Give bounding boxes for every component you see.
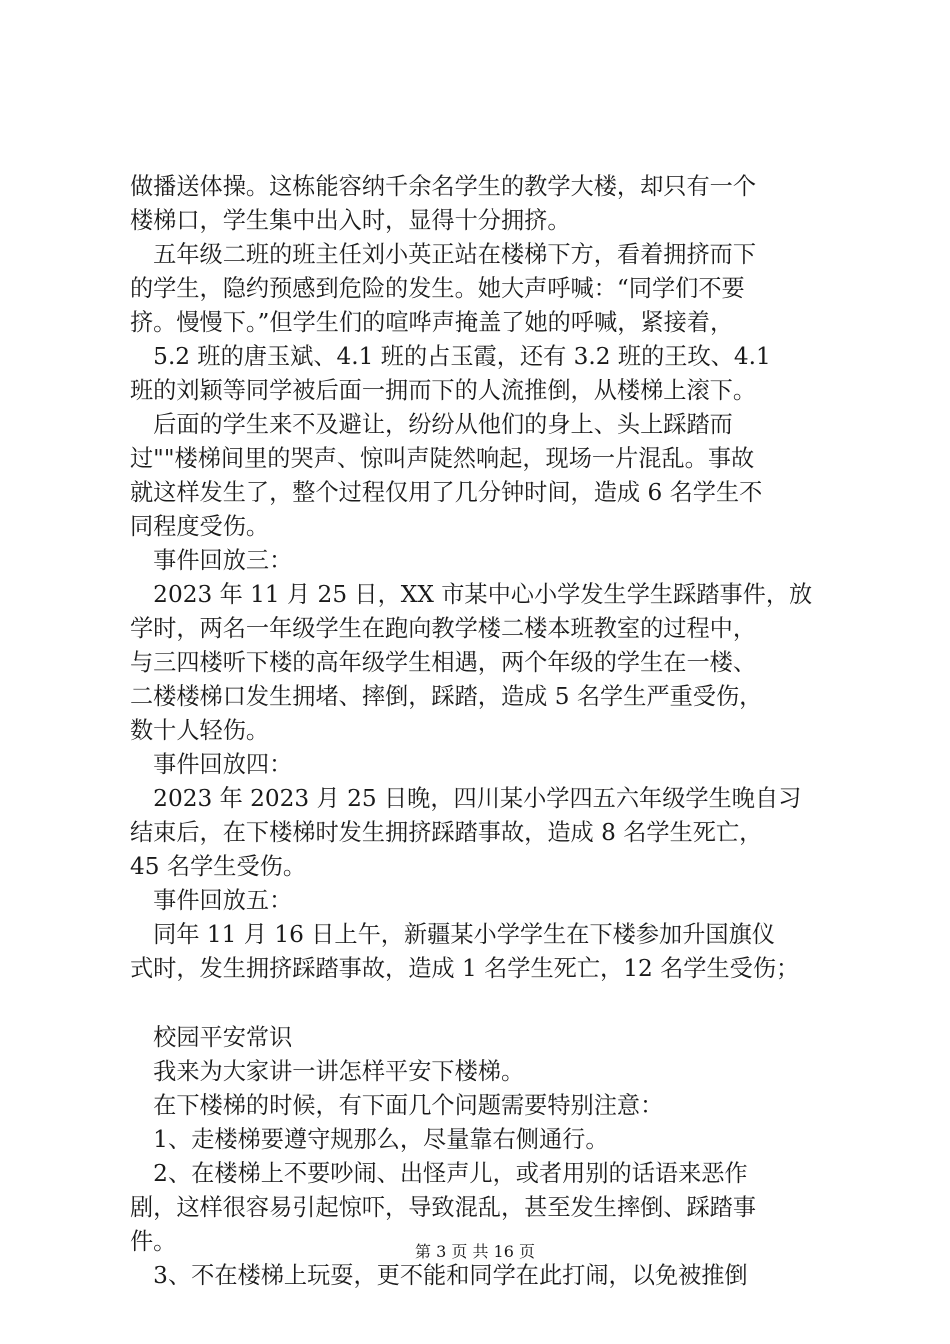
text-line: 学时，两名一年级学生在跑向教学楼二楼本班教室的过程中， — [130, 615, 757, 642]
page-footer: 第 3 页 共 16 页 — [415, 1242, 535, 1261]
section-heading: 事件回放四： — [130, 751, 293, 778]
text-line: 楼梯口，学生集中出入时，显得十分拥挤。 — [130, 207, 571, 234]
section-heading: 事件回放五： — [130, 887, 293, 914]
text-line: 2023 年 11 月 25 日，XX 市某中心小学发生学生踩踏事件，放 — [130, 581, 813, 608]
text-line: 45 名学生受伤。 — [130, 853, 307, 880]
text-line: 2023 年 2023 月 25 日晚，四川某小学四五六年级学生晚自习 — [130, 785, 802, 812]
text-line: 剧，这样很容易引起惊吓，导致混乱，甚至发生摔倒、踩踏事 — [130, 1194, 757, 1221]
text-line: 的学生，隐约预感到危险的发生。她大声呼喊：“同学们不要 — [130, 275, 745, 302]
section-heading: 事件回放三： — [130, 547, 293, 574]
text-line: 五年级二班的班主任刘小英正站在楼梯下方，看着拥挤而下 — [130, 241, 757, 268]
text-line: 5.2 班的唐玉斌、4.1 班的占玉霞，还有 3.2 班的王玫、4.1 — [130, 343, 771, 370]
text-line: 与三四楼听下楼的高年级学生相遇，两个年级的学生在一楼、 — [130, 649, 757, 676]
text-line: 我来为大家讲一讲怎样平安下楼梯。 — [130, 1058, 525, 1085]
text-line: 在下楼梯的时候，有下面几个问题需要特别注意： — [130, 1092, 664, 1119]
text-line: 二楼楼梯口发生拥堵、摔倒，踩踏，造成 5 名学生严重受伤， — [130, 683, 763, 710]
text-line: 过""楼梯间里的哭声、惊叫声陡然响起，现场一片混乱。事故 — [130, 445, 755, 472]
text-line: 班的刘颖等同学被后面一拥而下的人流推倒，从楼梯上滚下。 — [130, 377, 757, 404]
text-line: 做播送体操。这栋能容纳千余名学生的教学大楼，却只有一个 — [130, 173, 757, 200]
text-line: 2、在楼梯上不要吵闹、出怪声儿，或者用别的话语来恶作 — [130, 1160, 748, 1187]
paragraph-gap — [130, 986, 830, 1021]
text-line: 件。 — [130, 1228, 177, 1255]
text-line: 就这样发生了，整个过程仅用了几分钟时间，造成 6 名学生不 — [130, 479, 763, 506]
section-heading: 校园平安常识 — [130, 1024, 293, 1051]
text-line: 挤。慢慢下。”但学生们的喧哗声掩盖了她的呼喊，紧接着， — [130, 309, 734, 336]
text-line: 数十人轻伤。 — [130, 717, 270, 744]
text-line: 1、走楼梯要遵守规那么，尽量靠右侧通行。 — [130, 1126, 609, 1153]
text-line: 后面的学生来不及避让，纷纷从他们的身上、头上踩踏而 — [130, 411, 733, 438]
text-line: 3、不在楼梯上玩耍，更不能和同学在此打闹，以免被推倒 — [130, 1262, 748, 1289]
text-line: 同程度受伤。 — [130, 513, 270, 540]
text-line: 同年 11 月 16 日上午，新疆某小学学生在下楼参加升国旗仪 — [130, 921, 775, 948]
document-body — [130, 170, 830, 1293]
text-line: 结束后，在下楼梯时发生拥挤踩踏事故，造成 8 名学生死亡， — [130, 819, 763, 846]
text-line: 式时，发生拥挤踩踏事故，造成 1 名学生死亡，12 名学生受伤； — [130, 955, 800, 982]
